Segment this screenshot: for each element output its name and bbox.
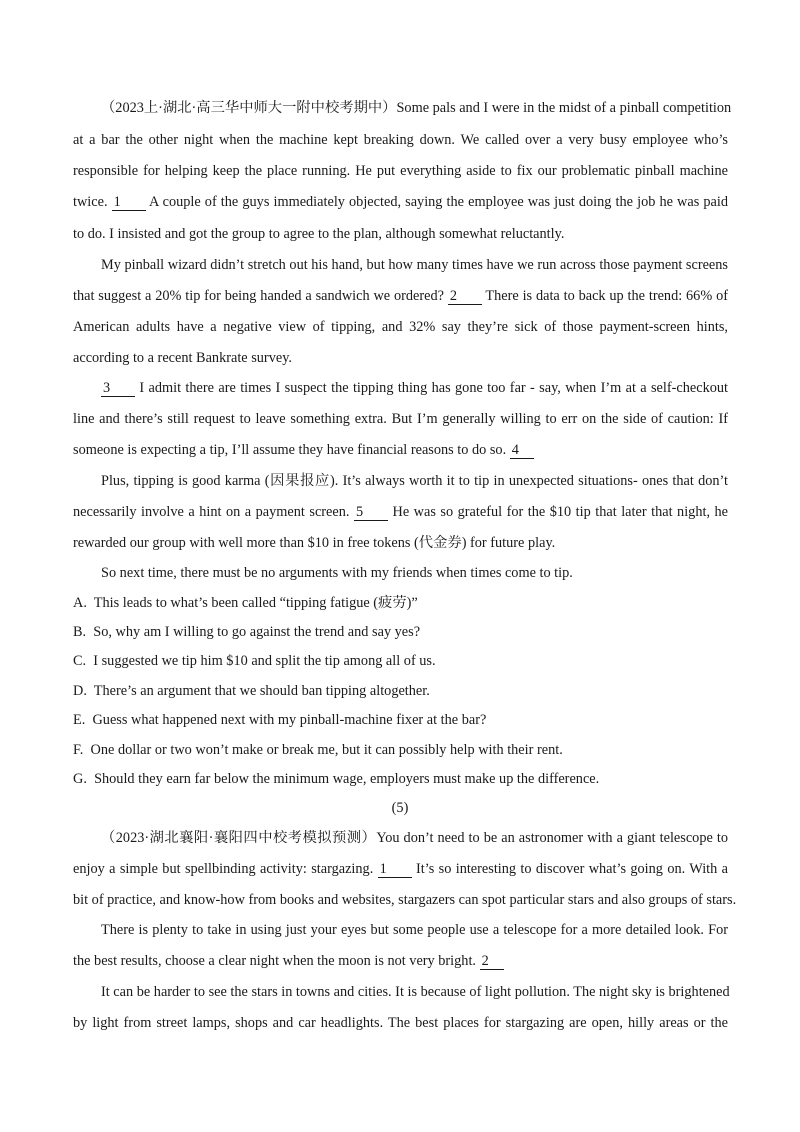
option-c (73, 652, 728, 670)
text: It’s so interesting to discover what’s going on. With a (416, 861, 729, 877)
paragraph-line (73, 379, 728, 397)
paragraph-line (73, 503, 728, 521)
paragraph-line: So next time, there must be no arguments with my friends when times come to tip. (101, 565, 573, 581)
text: that suggest a 20% tip for being handed a sandwich we ordered? (73, 288, 444, 304)
paragraph-line: bit of practice, and know-how from books and websites, stargazers can spot particular stars and also groups of stars. (73, 892, 737, 908)
paragraph-line: by light from street lamps, shops and car headlights. The best places for stargazing are open, hilly areas or the (73, 1015, 728, 1031)
option-text: Should they earn far below the minimum wage, employers must make up the difference. (94, 771, 600, 787)
text: necessarily involve a hint on a payment screen. (73, 504, 350, 520)
source-note: （2023上·湖北·高三华中师大一附中校考期中） (101, 100, 397, 116)
answer-blank-1[interactable]: 1 (112, 195, 146, 211)
paragraph-line: rewarded our group with well more than $10 in free tokens (代金券) for future play. (73, 535, 556, 551)
option-text: There’s an argument that we should ban tipping altogether. (93, 683, 430, 699)
option-letter: E. (73, 712, 86, 728)
option-letter: C. (73, 653, 87, 669)
option-letter: B. (73, 624, 87, 640)
paragraph-line (73, 829, 728, 847)
option-text: One dollar or two won’t make or break me, but it can possibly help with their rent. (90, 742, 563, 758)
text: A couple of the guys immediately objected, saying the employee was just doing the job he was paid (148, 194, 728, 210)
source-note: （2023·湖北襄阳·襄阳四中校考模拟预测） (101, 830, 377, 846)
text: twice. (73, 194, 108, 210)
answer-blank-4[interactable]: 4 (510, 443, 534, 459)
paragraph-line: responsible for helping keep the place running. He put everything aside to fix our problematic pinball machine (73, 163, 728, 179)
option-a (73, 594, 728, 612)
text: the best results, choose a clear night when the moon is not very bright. (73, 953, 477, 969)
option-text: Guess what happened next with my pinball-machine fixer at the bar? (92, 712, 487, 728)
paragraph-line: Plus, tipping is good karma (因果报应). It’s always worth it to tip in unexpected situations- ones that don’t (101, 473, 728, 489)
answer-blank-1[interactable]: 1 (378, 862, 412, 878)
text: Some pals and I were in the midst of a pinball competition (396, 100, 732, 116)
paragraph-line: at a bar the other night when the machine kept breaking down. We called over a very busy employee who’s (73, 132, 728, 148)
text: someone is expecting a tip, I’ll assume they have financial reasons to do so. (73, 442, 507, 458)
text: There is data to back up the trend: 66% of (485, 288, 728, 304)
option-letter: F. (73, 742, 84, 758)
option-d (73, 682, 728, 700)
paragraph-line: My pinball wizard didn’t stretch out his hand, but how many times have we run across those payment screens (101, 257, 728, 273)
paragraph-line: line and there’s still request to leave something extra. But I’m generally willing to err on the side of caution: If (73, 411, 728, 427)
section-number: (5) (391, 800, 409, 816)
paragraph-line: It can be harder to see the stars in towns and cities. It is because of light pollution. The night sky is brightened (101, 984, 730, 1000)
paragraph-line (73, 860, 728, 878)
paragraph-line: American adults have a negative view of tipping, and 32% say they’re sick of those payment-screen hints, (73, 319, 728, 335)
option-e (73, 711, 728, 729)
option-letter: G. (73, 771, 87, 787)
answer-blank-2[interactable]: 2 (480, 954, 504, 970)
paragraph-line (73, 952, 728, 970)
option-b (73, 623, 728, 641)
option-text: This leads to what’s been called “tipping fatigue (疲劳)” (93, 595, 418, 611)
paragraph-line: according to a recent Bankrate survey. (73, 350, 292, 366)
paragraph-line (73, 99, 732, 117)
answer-blank-5[interactable]: 5 (354, 505, 388, 521)
paragraph-line: to do. I insisted and got the group to agree to the plan, although somewhat reluctantly. (73, 226, 565, 242)
paragraph-line (73, 441, 728, 459)
paragraph-line (73, 193, 728, 211)
paragraph-line: There is plenty to take in using just your eyes but some people use a telescope for a more detailed look. For (101, 922, 728, 938)
option-g (73, 770, 728, 788)
option-text: So, why am I willing to go against the trend and say yes? (93, 624, 421, 640)
text: He was so grateful for the $10 tip that later that night, he (392, 504, 729, 520)
option-letter: A. (73, 595, 87, 611)
text: I admit there are times I suspect the tipping thing has gone too far - say, when I’m at a self-checkout (139, 380, 729, 396)
option-f (73, 741, 728, 759)
option-letter: D. (73, 683, 87, 699)
paragraph-line (73, 287, 728, 305)
option-text: I suggested we tip him $10 and split the tip among all of us. (93, 653, 436, 669)
text: enjoy a simple but spellbinding activity: stargazing. (73, 861, 374, 877)
text: You don’t need to be an astronomer with a giant telescope to (376, 830, 728, 846)
answer-blank-3[interactable]: 3 (101, 381, 135, 397)
answer-blank-2[interactable]: 2 (448, 289, 482, 305)
